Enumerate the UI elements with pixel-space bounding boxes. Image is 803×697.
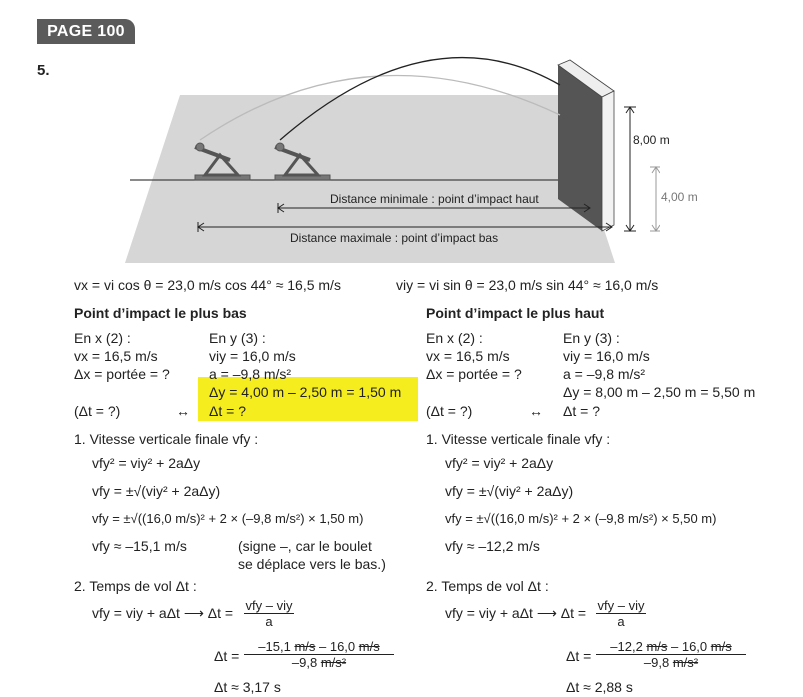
low-t1-den: a (244, 613, 294, 629)
low-y-v: viy = 16,0 m/s (209, 348, 296, 364)
low-t2-num: –15,1 m/s – 16,0 m/s (258, 639, 380, 654)
high-y-d: Δy = 8,00 m – 2,50 m = 5,50 m (563, 384, 756, 400)
low-e4: vfy ≈ –15,1 m/s (92, 538, 187, 554)
low-dt-left: (Δt = ?) (74, 403, 121, 419)
high-t3: Δt ≈ 2,88 s (566, 679, 633, 695)
high-y-v: viy = 16,0 m/s (563, 348, 650, 364)
low-x-d: Δx = portée = ? (74, 366, 170, 382)
low-q1: 1. Vitesse verticale finale vfy : (74, 431, 259, 447)
vy-equation: viy = vi sin θ = 23,0 m/s sin 44° ≈ 16,0 m/s (396, 277, 659, 293)
high-t2-fraction (596, 639, 746, 670)
high-t2-den: –9,8 m/s² (596, 654, 746, 670)
low-dt-right: Δt = ? (209, 403, 246, 419)
high-e4: vfy ≈ –12,2 m/s (445, 538, 540, 554)
high-t1-fraction (596, 598, 646, 629)
low-t2-den: –9,8 m/s² (244, 654, 394, 670)
low-x-v: vx = 16,5 m/s (74, 348, 158, 364)
high-x-head: En x (2) : (426, 330, 483, 346)
high-dt-left: (Δt = ?) (426, 403, 473, 419)
low-t1-num: vfy – viy (245, 598, 293, 613)
low-t2-fraction (244, 639, 394, 670)
problem-number: 5. (37, 62, 50, 79)
page-badge: PAGE 100 (37, 19, 135, 44)
high-q1: 1. Vitesse verticale finale vfy : (426, 431, 611, 447)
high-e1: vfy² = viy² + 2aΔy (445, 455, 554, 471)
low-t1: vfy = viy + aΔt ⟶ Δt = (92, 605, 234, 621)
high-t2-num: –12,2 m/s – 16,0 m/s (610, 639, 732, 654)
label-height-4m: 4,00 m (661, 190, 698, 204)
high-t1: vfy = viy + aΔt ⟶ Δt = (445, 605, 587, 621)
high-t1-num: vfy – viy (597, 598, 645, 613)
low-e2: vfy = ±√(viy² + 2aΔy) (92, 483, 221, 499)
high-t2: Δt = (566, 648, 592, 664)
high-q2: 2. Temps de vol Δt : (426, 578, 549, 594)
high-y-head: En y (3) : (563, 330, 620, 346)
high-title: Point d’impact le plus haut (426, 305, 605, 321)
low-e3: vfy = ±√((16,0 m/s)² + 2 × (–9,8 m/s²) × 1,50 m) (92, 511, 364, 526)
low-note2: se déplace vers le bas.) (238, 556, 386, 572)
high-y-a: a = –9,8 m/s² (563, 366, 646, 382)
label-dist-max: Distance maximale : point d’impact bas (290, 231, 499, 245)
low-y-head: En y (3) : (209, 330, 266, 346)
low-q2: 2. Temps de vol Δt : (74, 578, 197, 594)
high-t1-den: a (596, 613, 646, 629)
low-note1: (signe –, car le boulet (238, 538, 372, 554)
high-e2: vfy = ±√(viy² + 2aΔy) (445, 483, 574, 499)
label-height-8m: 8,00 m (633, 133, 670, 147)
high-x-d: Δx = portée = ? (426, 366, 522, 382)
high-arrow: ↔ (529, 403, 543, 419)
high-x-v: vx = 16,5 m/s (426, 348, 510, 364)
low-title: Point d’impact le plus bas (74, 305, 247, 321)
low-arrow: ↔ (176, 403, 190, 419)
low-t1-fraction (244, 598, 294, 629)
high-e3: vfy = ±√((16,0 m/s)² + 2 × (–9,8 m/s²) × 5,50 m) (445, 511, 717, 526)
vx-equation: vx = vi cos θ = 23,0 m/s cos 44° ≈ 16,5 m/s (74, 277, 341, 293)
low-y-a: a = –9,8 m/s² (209, 366, 292, 382)
low-t3: Δt ≈ 3,17 s (214, 679, 281, 695)
label-dist-min: Distance minimale : point d’impact haut (330, 192, 539, 206)
low-y-d: Δy = 4,00 m – 2,50 m = 1,50 m (209, 384, 402, 400)
low-t2: Δt = (214, 648, 240, 664)
high-dt-right: Δt = ? (563, 403, 600, 419)
low-x-head: En x (2) : (74, 330, 131, 346)
wall-side (602, 91, 614, 231)
low-e1: vfy² = viy² + 2aΔy (92, 455, 201, 471)
